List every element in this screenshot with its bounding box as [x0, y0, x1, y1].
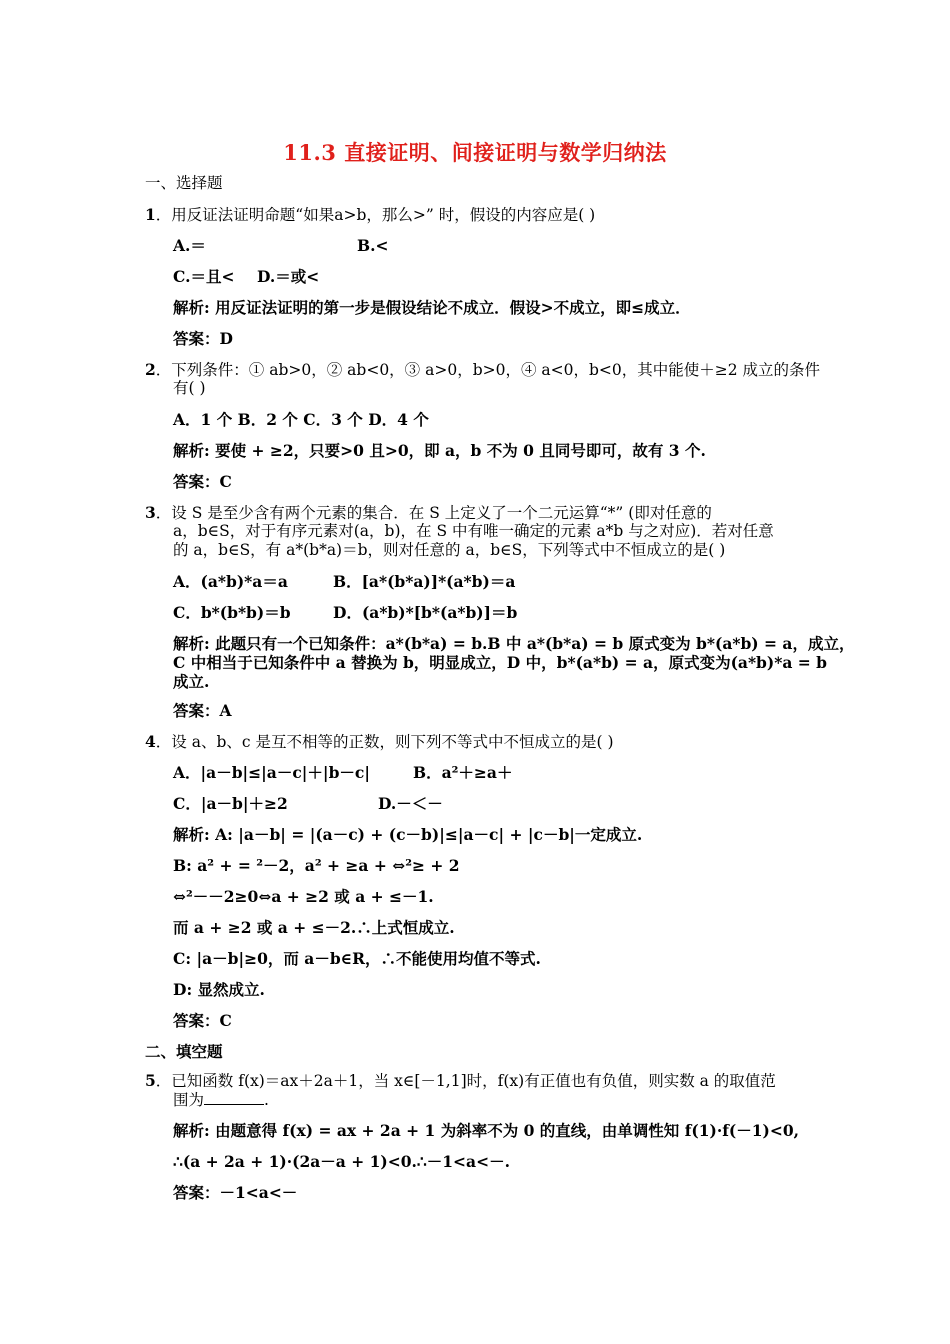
option-c: C.＝且< — [173, 267, 235, 286]
option-d: D.－＜－ — [378, 794, 443, 813]
question-stem-line-2 — [173, 1090, 269, 1110]
analysis-line-1: 解析: 此题只有一个已知条件：a*(b*a) = b.B 中 a*(b*a) = b 原式变为 b*(a*b) = a，成立， — [173, 634, 855, 653]
analysis-line-1: 解析: A: |a－b| = |(a－c) + (c－b)|≤|a－c| + |c－b|一定成立. — [173, 825, 643, 844]
analysis-line-4: 而 a + ≥2 或 a + ≤－2.∴上式恒成立. — [173, 918, 455, 937]
answer: 答案：C — [173, 472, 232, 491]
options: A．1 个 B．2 个 C．3 个 D．4 个 — [173, 410, 429, 429]
answer: 答案：C — [173, 1011, 232, 1030]
question-number: 2 — [145, 360, 156, 379]
option-a: A．|a－b|≤|a－c|＋|b－c| — [173, 763, 370, 782]
analysis: 解析: 用反证法证明的第一步是假设结论不成立．假设>不成立，即≤成立． — [173, 298, 691, 317]
option-d: D.＝或< — [257, 267, 320, 286]
answer: 答案：A — [173, 701, 232, 720]
option-b: B．[a*(b*a)]*(a*b)＝a — [333, 572, 516, 591]
answer: 答案：－1<a<－ — [173, 1183, 298, 1202]
section-heading-fill: 二、填空题 — [145, 1042, 223, 1061]
question-5 — [145, 1071, 776, 1091]
question-stem-line-2: a，b∈S，对于有序元素对(a，b)，在 S 中有唯一确定的元素 a*b 与之对应)．若对任意 — [173, 522, 774, 540]
analysis: 解析: 要使 + ≥2，只要>0 且>0，即 a，b 不为 0 且同号即可，故有 3 个. — [173, 441, 706, 460]
answer: 答案：D — [173, 329, 233, 348]
analysis-line-3: 成立. — [173, 672, 210, 691]
question-number: 5 — [145, 1071, 156, 1090]
answer-blank — [204, 1090, 264, 1105]
option-b: B．a²＋≥a＋ — [413, 763, 513, 782]
analysis-line-1: 解析: 由题意得 f(x) = ax + 2a + 1 为斜率不为 0 的直线，由单调性知 f(1)·f(－1)<0, — [173, 1121, 800, 1140]
question-1 — [145, 205, 595, 225]
option-a: A.＝ — [173, 236, 206, 255]
option-b: B.< — [357, 236, 389, 255]
question-stem-line-2: 有( ) — [173, 379, 206, 397]
analysis-line-2: C 中相当于已知条件中 a 替换为 b，明显成立，D 中，b*(a*b) = a，原式变为(a*b)*a = b — [173, 653, 827, 672]
analysis-line-2: ∴(a + 2a + 1)·(2a－a + 1)<0.∴－1<a<－. — [173, 1152, 510, 1171]
option-c: C．|a－b|＋≥2 — [173, 794, 288, 813]
question-4 — [145, 732, 614, 752]
question-3 — [145, 503, 712, 523]
page-title: 11.3 直接证明、间接证明与数学归纳法 — [283, 140, 667, 165]
question-stem-line-1: ．已知函数 f(x)＝ax＋2a＋1，当 x∈[－1,1]时，f(x)有正值也有负值，则实数 a 的取值范 — [155, 1072, 776, 1090]
question-number: 4 — [145, 732, 156, 751]
option-a: A．(a*b)*a＝a — [173, 572, 288, 591]
question-number: 3 — [145, 503, 156, 522]
stem-text: 围为 — [173, 1091, 205, 1109]
question-stem-line-1: ．下列条件：① ab>0，② ab<0，③ a>0，b>0，④ a<0，b<0，其中能使＋≥2 成立的条件 — [155, 361, 821, 379]
question-number: 1 — [145, 205, 156, 224]
option-c: C．b*(b*b)＝b — [173, 603, 291, 622]
question-2 — [145, 360, 820, 380]
analysis-line-6: D: 显然成立. — [173, 980, 265, 999]
question-stem-line-3: 的 a，b∈S，有 a*(b*a)＝b，则对任意的 a，b∈S，下列等式中不恒成立的是( ) — [173, 541, 726, 559]
analysis-line-2: B: a² + = ²－2，a² + ≥a + ⇔²≥ + 2 — [173, 856, 460, 875]
analysis-line-3: ⇔²－－2≥0⇔a + ≥2 或 a + ≤－1. — [173, 887, 434, 906]
analysis-line-5: C: |a－b|≥0，而 a－b∈R，∴不能使用均值不等式. — [173, 949, 541, 968]
question-stem: ．用反证法证明命题“如果a>b，那么>” 时，假设的内容应是( ) — [155, 206, 596, 224]
question-stem-line-1: ．设 S 是至少含有两个元素的集合．在 S 上定义了一个二元运算“*” (即对任意的 — [155, 504, 712, 522]
section-heading-choice: 一、选择题 — [145, 174, 223, 192]
stem-end: . — [264, 1091, 269, 1109]
option-d: D．(a*b)*[b*(a*b)]＝b — [333, 603, 518, 622]
question-stem: ．设 a、b、c 是互不相等的正数，则下列不等式中不恒成立的是( ) — [155, 733, 614, 751]
